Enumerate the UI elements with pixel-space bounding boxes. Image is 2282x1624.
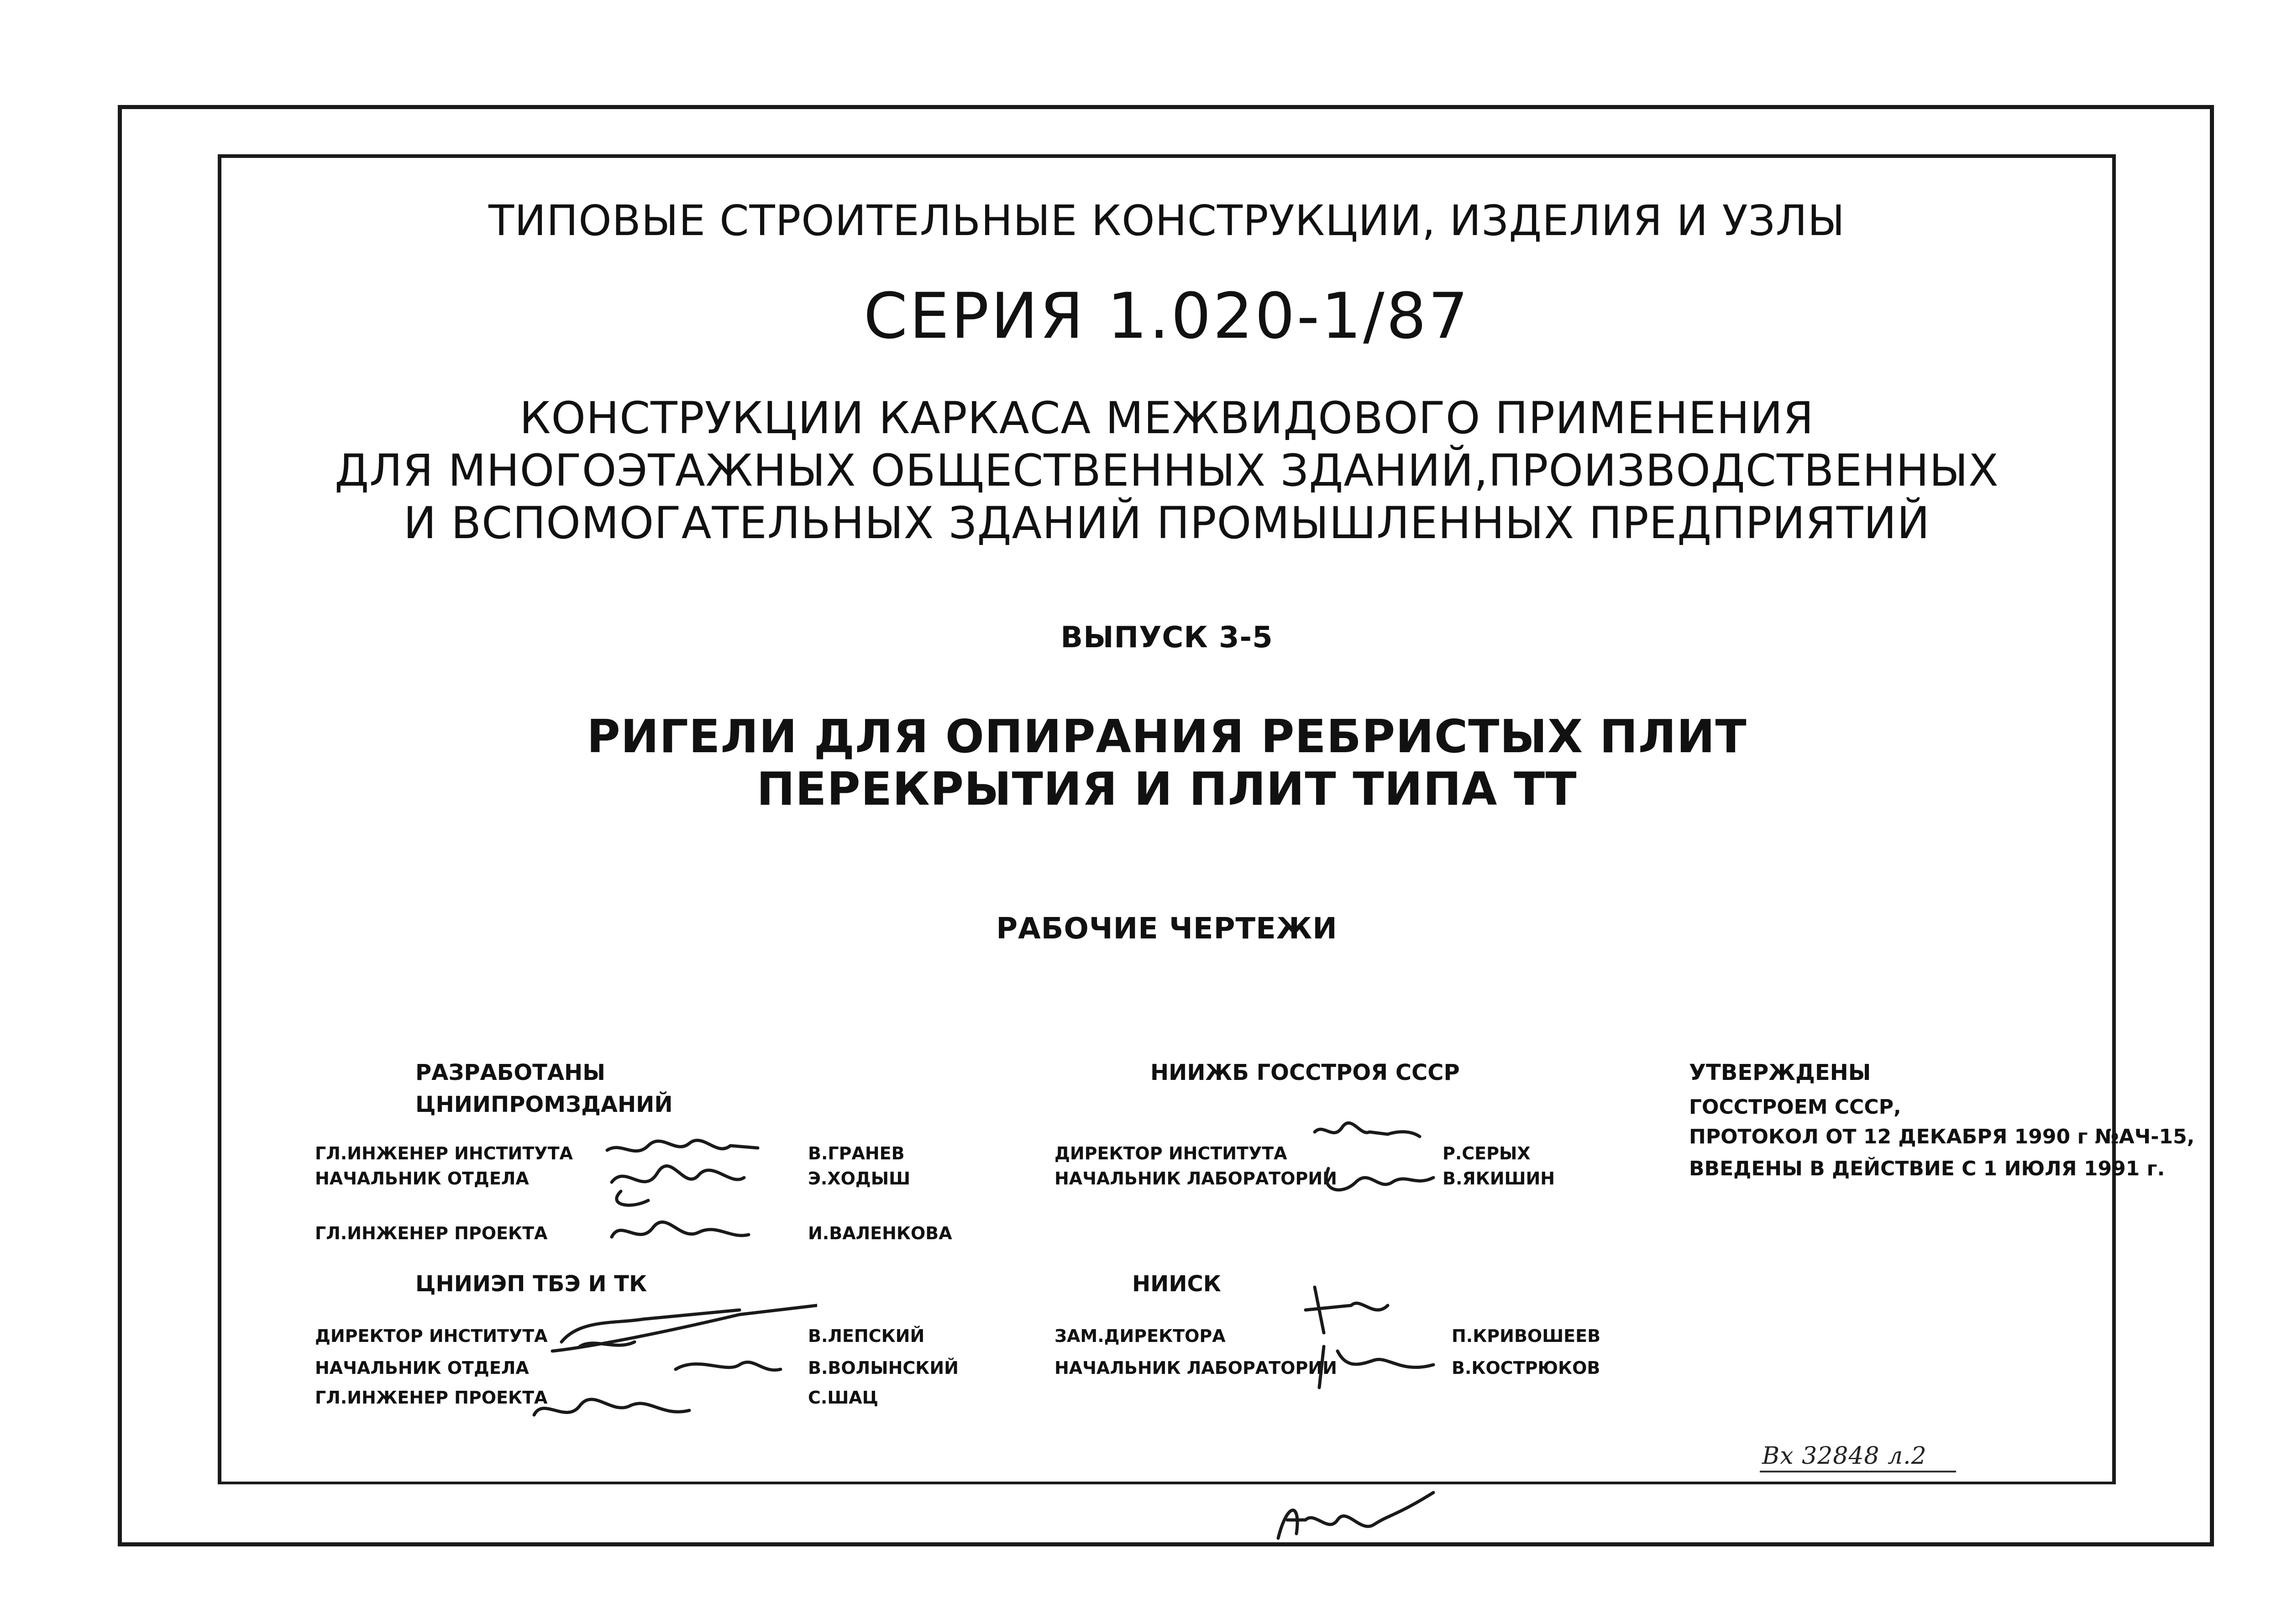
developed-role-1: ГЛ.ИНЖЕНЕР ИНСТИТУТА <box>315 1143 573 1163</box>
bottom-signature <box>1269 1483 1443 1556</box>
tsniiep-role-2: НАЧАЛЬНИК ОТДЕЛА <box>315 1358 529 1378</box>
niisk-name-2: В.КОСТРЮКОВ <box>1452 1358 1600 1378</box>
niisk-role-2: НАЧАЛЬНИК ЛАБОРАТОРИИ <box>1054 1358 1337 1378</box>
tsniiep-name-2: В.ВОЛЫНСКИЙ <box>808 1358 959 1378</box>
niisk-org: НИИСК <box>1132 1271 1221 1297</box>
tsniiep-name-3: С.ШАЦ <box>808 1388 878 1408</box>
category-heading: ТИПОВЫЕ СТРОИТЕЛЬНЫЕ КОНСТРУКЦИИ, ИЗДЕЛИЯ И УЗЛЫ <box>488 196 1845 245</box>
approved-line-3: ВВЕДЕНЫ В ДЕЙСТВИЕ С 1 ИЮЛЯ 1991 г. <box>1689 1157 2165 1180</box>
title-line-1: КОНСТРУКЦИИ КАРКАСА МЕЖВИДОВОГО ПРИМЕНЕНИЯ <box>519 393 1814 444</box>
niizhb-role-2: НАЧАЛЬНИК ЛАБОРАТОРИИ <box>1054 1168 1337 1189</box>
registration-underline <box>1760 1471 1956 1472</box>
approved-line-1: ГОССТРОЕМ СССР, <box>1689 1095 1901 1119</box>
developed-org: ЦНИИПРОМЗДАНИЙ <box>415 1092 673 1117</box>
subject-line-2: ПЕРЕКРЫТИЯ И ПЛИТ ТИПА ТТ <box>756 762 1577 816</box>
tsniiep-org: ЦНИИЭП ТБЭ И ТК <box>415 1271 647 1297</box>
niisk-name-1: П.КРИВОШЕЕВ <box>1452 1326 1601 1346</box>
issue-number: ВЫПУСК 3-5 <box>1060 621 1273 655</box>
developed-name-3: И.ВАЛЕНКОВА <box>808 1223 952 1243</box>
niisk-signatures <box>1296 1278 1452 1392</box>
tsniiep-role-3: ГЛ.ИНЖЕНЕР ПРОЕКТА <box>315 1388 548 1408</box>
approved-line-2: ПРОТОКОЛ ОТ 12 ДЕКАБРЯ 1990 г №АЧ-15, <box>1689 1125 2195 1148</box>
approved-heading: УТВЕРЖДЕНЫ <box>1689 1060 1871 1085</box>
developed-signatures <box>593 1132 776 1269</box>
niizhb-name-1: Р.СЕРЫХ <box>1443 1143 1531 1163</box>
developed-role-3: ГЛ.ИНЖЕНЕР ПРОЕКТА <box>315 1223 548 1243</box>
niizhb-role-1: ДИРЕКТОР ИНСТИТУТА <box>1054 1143 1287 1163</box>
title-line-3: И ВСПОМОГАТЕЛЬНЫХ ЗДАНИЙ ПРОМЫШЛЕННЫХ ПРЕДПРИЯТИЙ <box>403 498 1931 549</box>
series-number: СЕРИЯ 1.020-1/87 <box>863 279 1470 353</box>
title-line-2: ДЛЯ МНОГОЭТАЖНЫХ ОБЩЕСТВЕННЫХ ЗДАНИЙ,ПРОИЗВОДСТВЕННЫХ <box>335 445 1999 496</box>
developed-role-2: НАЧАЛЬНИК ОТДЕЛА <box>315 1168 529 1189</box>
niizhb-signatures <box>1306 1114 1443 1205</box>
tsniiep-signatures <box>525 1292 817 1433</box>
developed-name-1: В.ГРАНЕВ <box>808 1143 905 1163</box>
niizhb-name-2: В.ЯКИШИН <box>1443 1168 1555 1189</box>
subject-line-1: РИГЕЛИ ДЛЯ ОПИРАНИЯ РЕБРИСТЫХ ПЛИТ <box>587 710 1747 763</box>
document-type: РАБОЧИЕ ЧЕРТЕЖИ <box>996 912 1338 946</box>
developed-heading: РАЗРАБОТАНЫ <box>415 1060 605 1085</box>
registration-number: Вх 32848 л.2 <box>1762 1442 1927 1470</box>
niisk-role-1: ЗАМ.ДИРЕКТОРА <box>1054 1326 1226 1346</box>
developed-name-2: Э.ХОДЫШ <box>808 1168 911 1189</box>
niizhb-org: НИИЖБ ГОССТРОЯ СССР <box>1150 1060 1460 1085</box>
tsniiep-name-1: В.ЛЕПСКИЙ <box>808 1326 925 1346</box>
tsniiep-role-1: ДИРЕКТОР ИНСТИТУТА <box>315 1326 548 1346</box>
